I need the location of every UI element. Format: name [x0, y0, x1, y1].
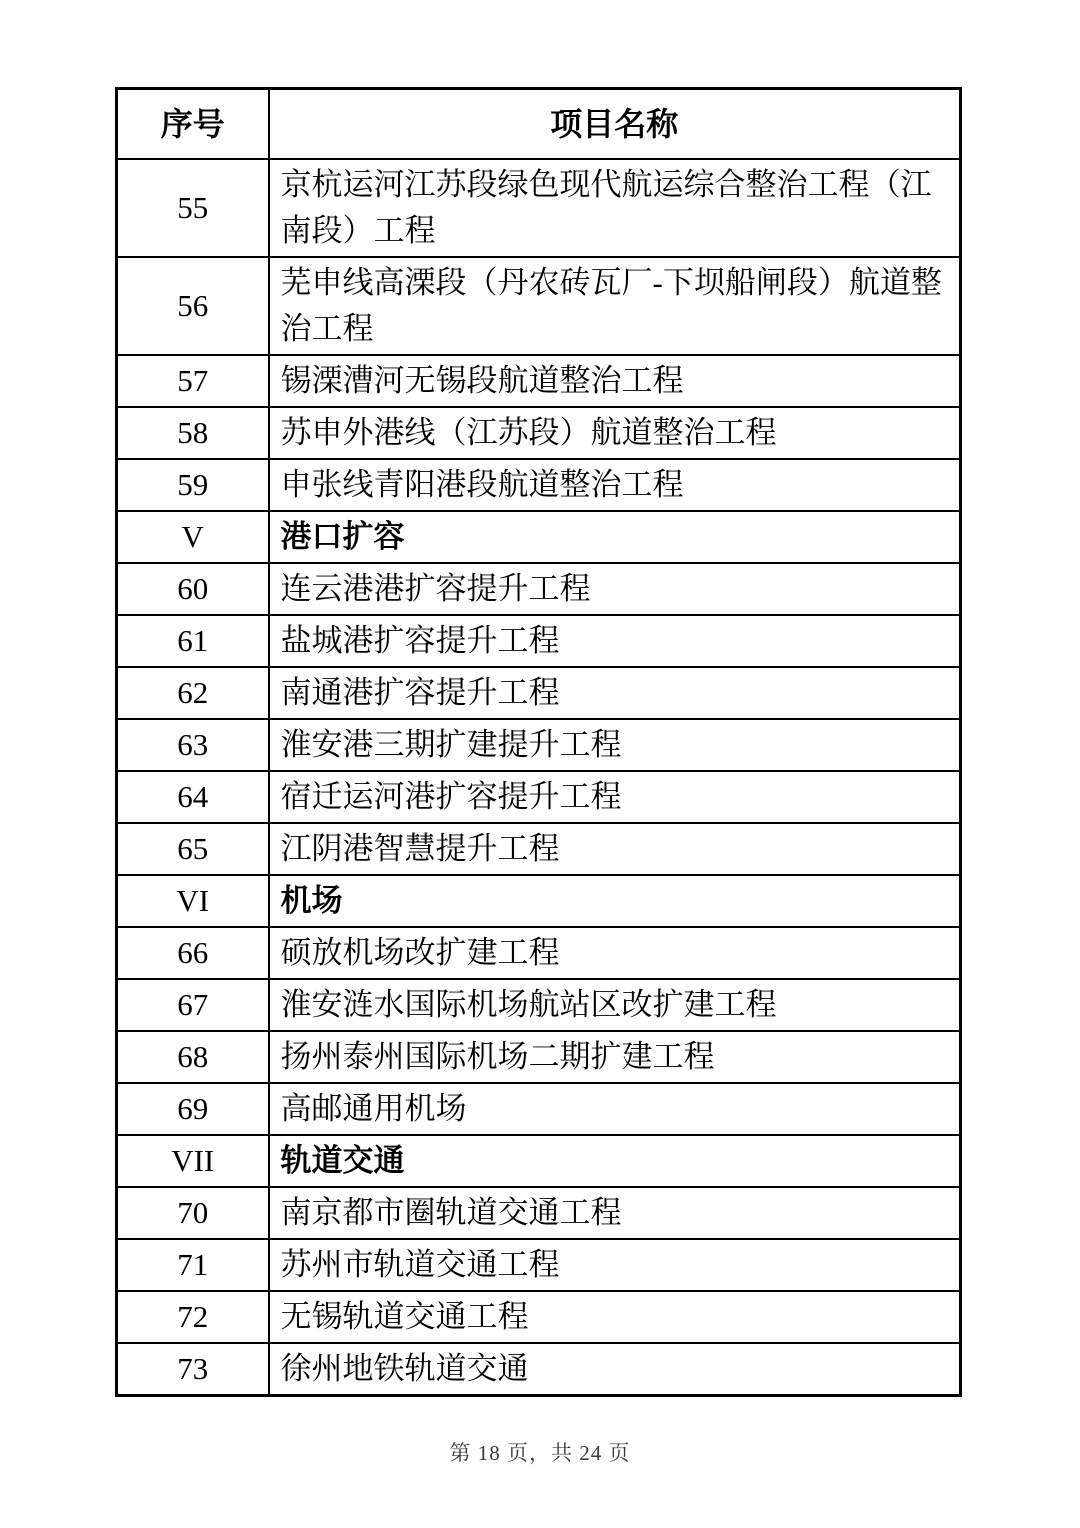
row-number-cell: 68	[117, 1031, 269, 1083]
row-number-cell: 56	[117, 257, 269, 355]
project-name-cell: 淮安港三期扩建提升工程	[269, 719, 961, 771]
table-row	[117, 927, 961, 979]
table-row	[117, 355, 961, 407]
row-number-cell: 65	[117, 823, 269, 875]
table-row	[117, 1187, 961, 1239]
header-cell-no: 序号	[117, 89, 269, 159]
project-name-cell: 高邮通用机场	[269, 1083, 961, 1135]
row-number-cell: VII	[117, 1135, 269, 1187]
row-number-cell: 58	[117, 407, 269, 459]
table-row	[117, 563, 961, 615]
row-number-cell: 60	[117, 563, 269, 615]
table-body	[117, 159, 961, 1396]
page-footer: 第 18 页，共 24 页	[449, 1441, 631, 1465]
table-row	[117, 615, 961, 667]
row-number-cell: 66	[117, 927, 269, 979]
project-name-cell: 淮安涟水国际机场航站区改扩建工程	[269, 979, 961, 1031]
table-row	[117, 875, 961, 927]
project-name-cell: 硕放机场改扩建工程	[269, 927, 961, 979]
row-number-cell: 70	[117, 1187, 269, 1239]
table-row	[117, 407, 961, 459]
table-row	[117, 719, 961, 771]
row-number-cell: 64	[117, 771, 269, 823]
row-number-cell: 69	[117, 1083, 269, 1135]
table-row	[117, 1083, 961, 1135]
project-name-cell: 锡溧漕河无锡段航道整治工程	[269, 355, 961, 407]
header-cell-name: 项目名称	[269, 89, 961, 159]
row-number-cell: 72	[117, 1291, 269, 1343]
table-row	[117, 257, 961, 355]
row-number-cell: 71	[117, 1239, 269, 1291]
project-name-cell: 申张线青阳港段航道整治工程	[269, 459, 961, 511]
project-name-cell: 连云港港扩容提升工程	[269, 563, 961, 615]
row-number-cell: 62	[117, 667, 269, 719]
row-number-cell: 73	[117, 1343, 269, 1396]
project-name-cell: 南京都市圈轨道交通工程	[269, 1187, 961, 1239]
table-row	[117, 1031, 961, 1083]
project-table	[115, 87, 962, 1397]
project-name-cell: 苏州市轨道交通工程	[269, 1239, 961, 1291]
row-number-cell: VI	[117, 875, 269, 927]
row-number-cell: V	[117, 511, 269, 563]
table-row	[117, 511, 961, 563]
table-header-row	[117, 89, 961, 159]
table-row	[117, 1291, 961, 1343]
project-name-cell: 扬州泰州国际机场二期扩建工程	[269, 1031, 961, 1083]
table-row	[117, 459, 961, 511]
project-name-cell: 无锡轨道交通工程	[269, 1291, 961, 1343]
project-name-cell: 宿迁运河港扩容提升工程	[269, 771, 961, 823]
row-number-cell: 59	[117, 459, 269, 511]
table-row	[117, 1135, 961, 1187]
project-name-cell: 苏申外港线（江苏段）航道整治工程	[269, 407, 961, 459]
table-row	[117, 1239, 961, 1291]
project-name-cell: 港口扩容	[269, 511, 961, 563]
project-name-cell: 芜申线高溧段（丹农砖瓦厂-下坝船闸段）航道整治工程	[269, 257, 961, 355]
table-row	[117, 1343, 961, 1396]
project-name-cell: 南通港扩容提升工程	[269, 667, 961, 719]
row-number-cell: 57	[117, 355, 269, 407]
project-name-cell: 京杭运河江苏段绿色现代航运综合整治工程（江南段）工程	[269, 159, 961, 257]
table-row	[117, 979, 961, 1031]
table-row	[117, 159, 961, 257]
project-name-cell: 轨道交通	[269, 1135, 961, 1187]
row-number-cell: 55	[117, 159, 269, 257]
row-number-cell: 67	[117, 979, 269, 1031]
project-name-cell: 徐州地铁轨道交通	[269, 1343, 961, 1396]
table-row	[117, 667, 961, 719]
row-number-cell: 61	[117, 615, 269, 667]
table-row	[117, 771, 961, 823]
project-name-cell: 江阴港智慧提升工程	[269, 823, 961, 875]
project-name-cell: 盐城港扩容提升工程	[269, 615, 961, 667]
project-name-cell: 机场	[269, 875, 961, 927]
row-number-cell: 63	[117, 719, 269, 771]
table-row	[117, 823, 961, 875]
